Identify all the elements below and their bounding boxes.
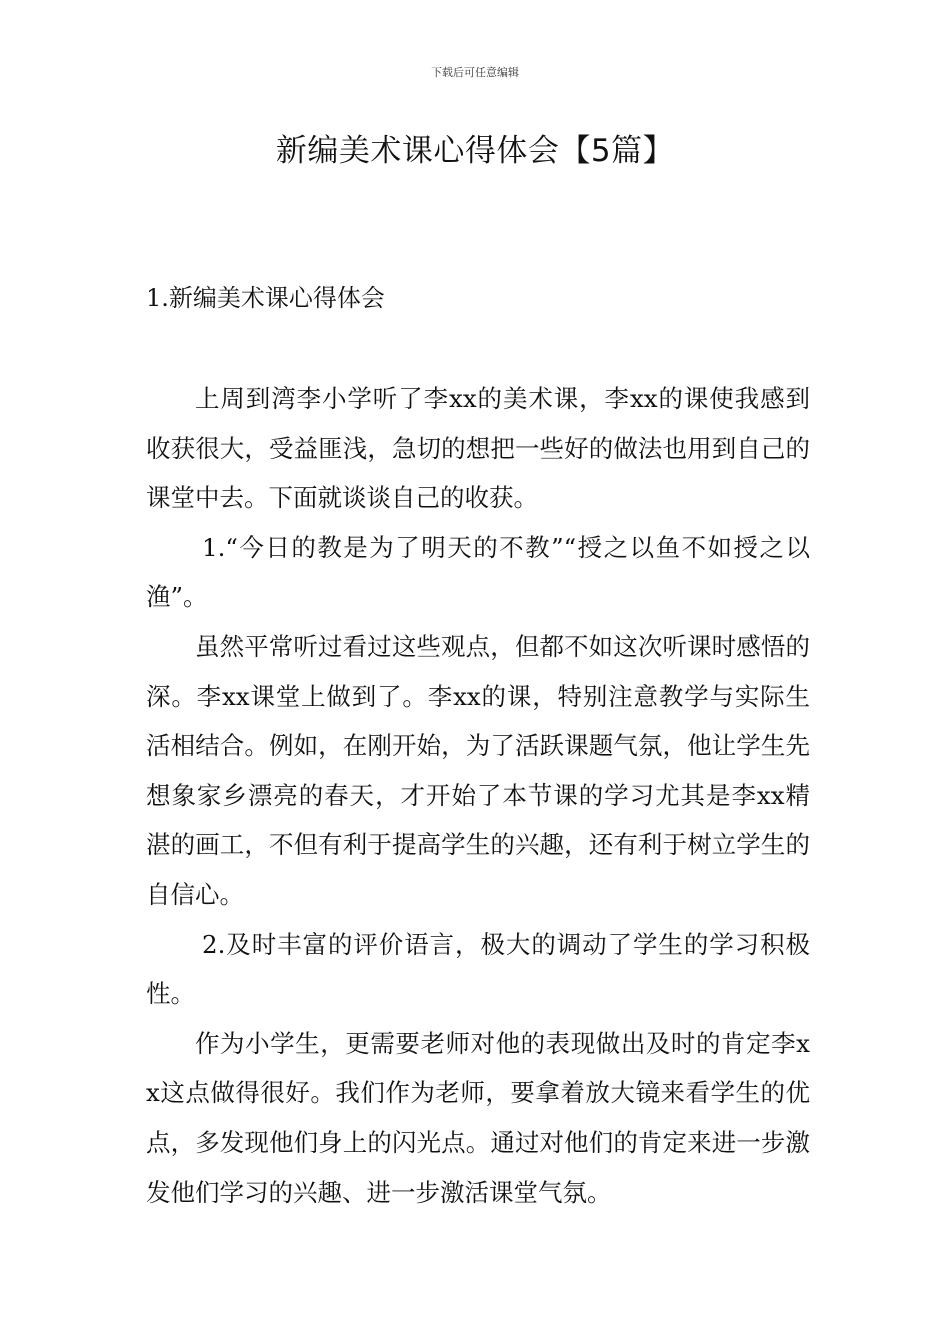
section-heading: 1.新编美术课心得体会 bbox=[146, 284, 385, 312]
paragraph-point-1: 1.“今日的教是为了明天的不教”“授之以鱼不如授之以渔”。 bbox=[146, 532, 810, 612]
paragraph-point-1-detail: 虽然平常听过看过这些观点，但都不如这次听课时感悟的深。李xx课堂上做到了。李xx的课，特别注意教学与实际生活相结合。例如，在刚开始，为了活跃课题气氛，他让学生先想象家乡漂亮的春天，才开始了本节课的学习尤其是李xx精湛的画工，不但有利于提高学生的兴趣，还有利于树立学生的自信心。 bbox=[146, 631, 810, 909]
document-title: 新编美术课心得体会【5篇】 bbox=[275, 133, 675, 169]
paragraph-point-2-detail: 作为小学生，更需要老师对他的表现做出及时的肯定李xx这点做得很好。我们作为老师，要拿着放大镜来看学生的优点，多发现他们身上的闪光点。通过对他们的肯定来进一步激发他们学习的兴趣、进一步激活课堂气氛。 bbox=[146, 1028, 810, 1207]
paragraph-point-2: 2.及时丰富的评价语言，极大的调动了学生的学习积极性。 bbox=[146, 929, 810, 1009]
header-note: 下载后可任意编辑 bbox=[431, 66, 519, 79]
paragraph-intro: 上周到湾李小学听了李xx的美术课，李xx的课使我感到收获很大，受益匪浅，急切的想把一些好的做法也用到自己的课堂中去。下面就谈谈自己的收获。 bbox=[146, 384, 810, 513]
body-text bbox=[146, 374, 810, 1217]
